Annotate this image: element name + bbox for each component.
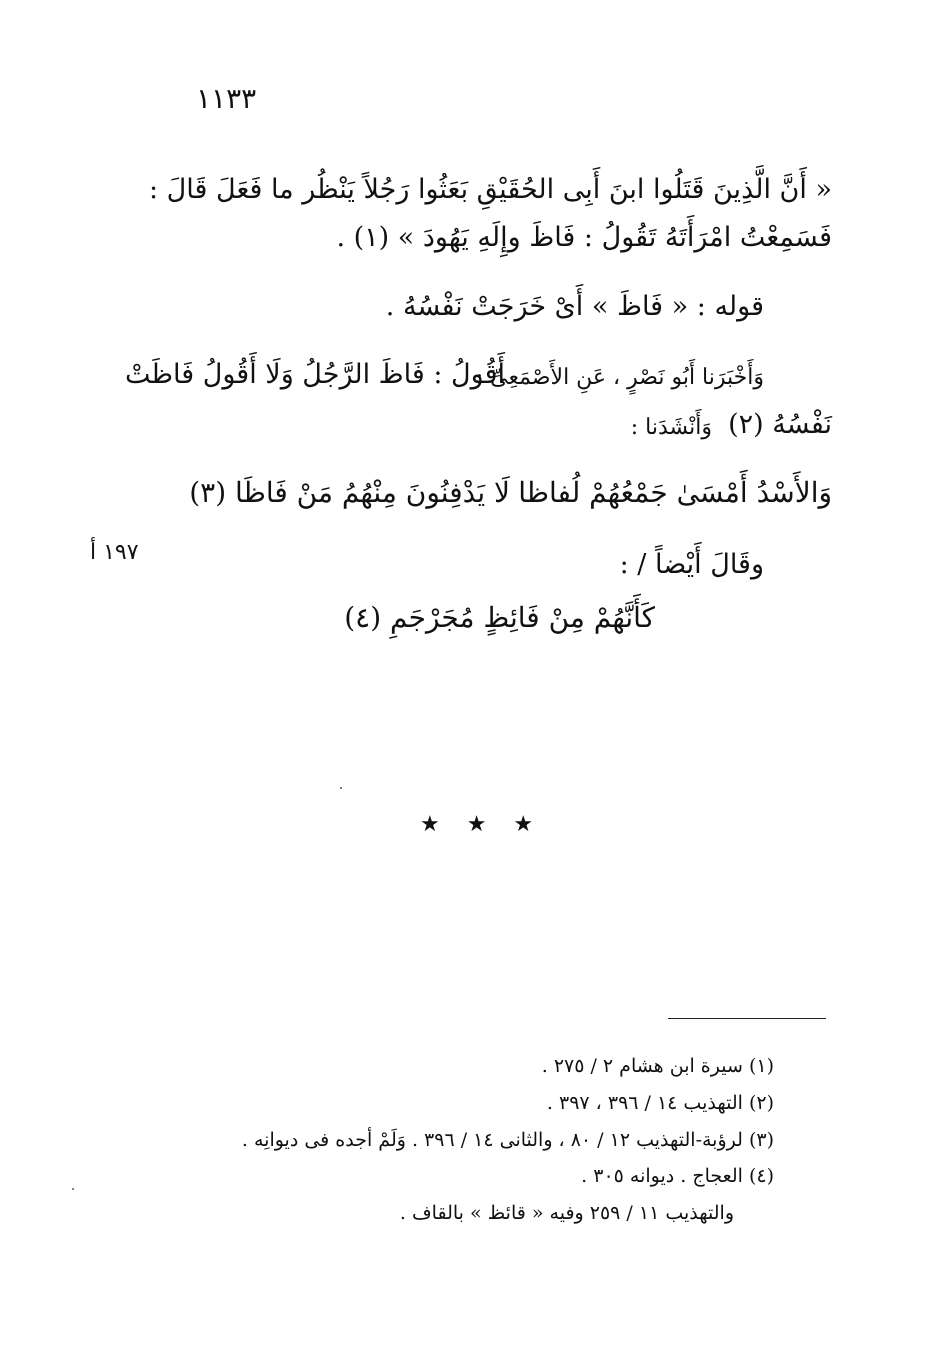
paragraph-3-line-2-large: نَفْسُهُ (٢) <box>728 409 832 440</box>
footnote-4-continuation: والتهذيب ١١ / ٢٥٩ وفيه « قائظ » بالقاف . <box>399 1202 734 1224</box>
section-separator-stars: ★ ★ ★ <box>420 812 544 837</box>
scan-speck <box>340 787 342 789</box>
said-also-line: وقَالَ أَيْضاً / : <box>619 549 764 580</box>
paragraph-3-line-2-small: وَأَنْشَدَنا : <box>630 415 712 440</box>
footnote-1: (١) سيرة ابن هشام ٢ / ٢٧٥ . <box>541 1055 774 1077</box>
verse-1-left-hemistich: لَا يَدْفِنُونَ مِنْهُمُ مَنْ فَاظَا (٣) <box>189 476 510 509</box>
verse-1-right-hemistich: وَالأَسْدُ أَمْسَىٰ جَمْعُهُمْ لُفاظا <box>518 476 832 509</box>
scan-speck <box>72 1188 74 1190</box>
margin-reference: ١٩٧ أ <box>90 540 139 565</box>
footnote-2: (٢) التهذيب ١٤ / ٣٩٦ ، ٣٩٧ . <box>546 1092 774 1114</box>
paragraph-2-line-1: قوله : « فَاظَ » أَىْ خَرَجَتْ نَفْسُهُ . <box>385 291 764 322</box>
paragraph-1-line-1: « أَنَّ الَّذِينَ قَتَلُوا ابنَ أَبِى الحُقَيْقِ بَعَثُوا رَجُلاً يَنْظُر ما فَعَلَ قَالَ : <box>148 174 832 205</box>
page-number: ١١٣٣ <box>196 82 257 115</box>
paragraph-3-line-1-large: أَقُولُ : فَاظَ الرَّجُلُ وَلَا أَقُولُ فَاظَتْ <box>125 359 505 390</box>
footnote-4: (٤) العجاج . ديوانه ٣٠٥ . <box>581 1165 774 1187</box>
footnote-divider <box>668 1018 826 1019</box>
footnote-3: (٣) لرؤبة-التهذيب ١٢ / ٨٠ ، والثانى ١٤ / ٣٩٦ . وَلَمْ أجده فى ديوانِه . <box>241 1129 774 1151</box>
paragraph-3-line-1-small: وَأَخْبَرَنا أَبُو نَصْرٍ ، عَنِ الأَصْمَعِىِّ : <box>475 365 764 390</box>
paragraph-1-line-2: فَسَمِعْتُ امْرَأَتَهُ تَقُولُ : فَاظَ وإِلَهِ يَهُودَ » (١) . <box>336 222 832 253</box>
verse-2: كَأَنَّهُمْ مِنْ فَائِظٍ مُجَرْجَمِ (٤) <box>344 601 655 634</box>
